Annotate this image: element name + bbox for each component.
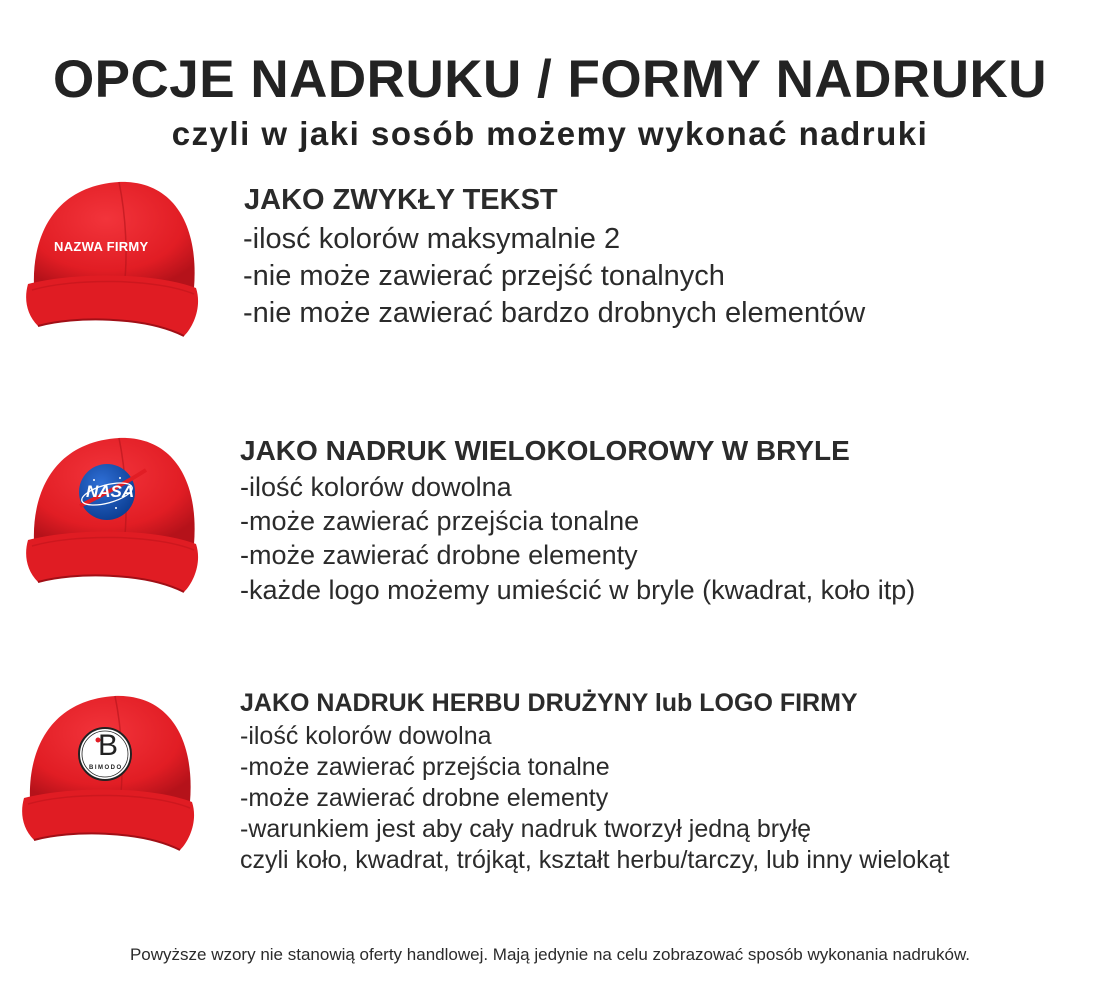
- bimodo-logo-letter: B: [98, 729, 119, 762]
- disclaimer-footer: Powyższe wzory nie stanowią oferty handlowej. Mają jedynie na celu zobrazować sposób wykonania nadruków.: [129, 945, 971, 964]
- page-subtitle: czyli w jaki sosób możemy wykonać nadruki: [171, 115, 929, 152]
- section-line: -nie może zawierać przejść tonalnych: [243, 260, 725, 292]
- section-heading: JAKO NADRUK HERBU DRUŻYNY lub LOGO FIRMY: [240, 689, 858, 717]
- bimodo-logo-text: BIMODO: [89, 765, 123, 771]
- red-cap-image: [20, 690, 200, 860]
- nasa-logo-text: NASA: [86, 482, 135, 501]
- section-line: czyli koło, kwadrat, trójkąt, kształt herbu/tarczy, lub inny wielokąt: [240, 846, 950, 874]
- section-line: -może zawierać przejścia tonalne: [240, 506, 640, 536]
- section-line: -warunkiem jest aby cały nadruk tworzył jedną bryłę: [240, 815, 812, 843]
- section-heading: JAKO ZWYKŁY TEKST: [244, 184, 558, 216]
- cap-print-text: NAZWA FIRMY: [54, 239, 149, 254]
- section-line: -może zawierać drobne elementy: [240, 784, 609, 812]
- section-line: -może zawierać drobne elementy: [240, 540, 638, 570]
- page-title: OPCJE NADRUKU / FORMY NADRUKU: [52, 50, 1048, 109]
- section-line: -ilosć kolorów maksymalnie 2: [243, 223, 621, 255]
- section-line: -nie może zawierać bardzo drobnych elementów: [243, 297, 866, 329]
- section-line: -może zawierać przejścia tonalne: [240, 753, 610, 781]
- section-line: -każde logo możemy umieścić w bryle (kwadrat, koło itp): [240, 575, 916, 605]
- section-line: -ilość kolorów dowolna: [240, 722, 492, 750]
- red-cap-image: [24, 432, 204, 602]
- section-line: -ilość kolorów dowolna: [240, 472, 512, 502]
- section-heading: JAKO NADRUK WIELOKOLOROWY W BRYLE: [240, 435, 850, 466]
- red-cap-image: [24, 176, 204, 346]
